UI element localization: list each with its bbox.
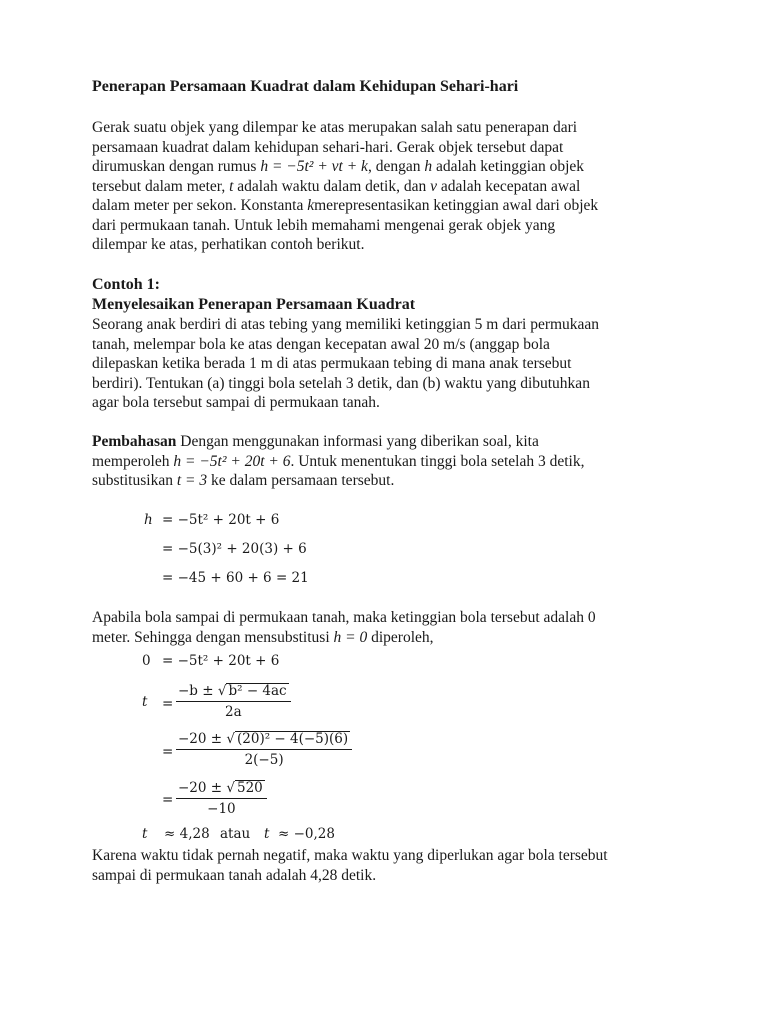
example-title: Menyelesaikan Penerapan Persamaan Kuadrat	[92, 296, 416, 313]
result-t2: t	[264, 826, 270, 842]
ground-line: Apabila bola sampai di permukaan tanah, maka ketinggian bola tersebut adalah 0	[92, 609, 596, 626]
conclusion-paragraph	[92, 846, 608, 885]
formula-substituted: −20 ± √ (20)² − 4(−5)(6) 2(−5)	[176, 731, 352, 768]
intro-line: Gerak suatu objek yang dilempar ke atas merupakan salah satu penerapan dari	[92, 119, 578, 136]
equals-sign: =	[162, 792, 174, 808]
intro-line: dilempar ke atas, perhatikan contoh berikut.	[92, 236, 365, 253]
formula-simplified: −20 ± √ 520 −10	[176, 780, 267, 817]
problem-line: tanah, melempar bola ke atas dengan kecepatan awal 20 m/s (anggap bola	[92, 335, 550, 353]
result-or: atau	[220, 826, 251, 842]
calc2-lhs-t: t	[142, 694, 148, 710]
conclusion-line: Karena waktu tidak pernah negatif, maka waktu yang diperlukan agar bola tersebut	[92, 847, 608, 864]
result-t1: t	[142, 826, 148, 842]
solution-line: memperoleh h = −5t² + 20t + 6. Untuk menentukan tinggi bola setelah 3 detik,	[92, 452, 585, 470]
ground-line: meter. Sehingga dengan mensubstitusi h = 0 diperoleh,	[92, 628, 434, 646]
calc-step-2: = −5(3)² + 20(3) + 6	[162, 541, 307, 557]
problem-line: Seorang anak berdiri di atas tebing yang memiliki ketinggian 5 m dari permukaan	[92, 316, 600, 333]
quadratic-formula: −b ± √ b² − 4ac 2a	[176, 683, 291, 720]
problem-line: dilepaskan ketika berada 1 m di atas permukaan tebing di mana anak tersebut	[92, 355, 572, 372]
conclusion-line: sampai di permukaan tanah adalah 4,28 detik.	[92, 866, 377, 884]
calc-lhs-h: h	[144, 512, 153, 528]
calc-step-3: = −45 + 60 + 6 = 21	[162, 570, 309, 586]
formula-inline: h = −5t² + vt + k	[260, 158, 368, 175]
problem-line: berdiri). Tentukan (a) tinggi bola setelah 3 detik, dan (b) waktu yang dibutuhkan	[92, 374, 590, 392]
intro-line: dirumuskan dengan rumus h = −5t² + vt + k, dengan h adalah ketinggian objek	[92, 158, 585, 175]
intro-line: tersebut dalam meter, t adalah waktu dalam detik, dan v adalah kecepatan awal	[92, 177, 581, 195]
solution-line: Pembahasan Dengan menggunakan informasi yang diberikan soal, kita	[92, 433, 539, 450]
example-label: Contoh 1:	[92, 276, 161, 293]
result-value-1: ≈ 4,28	[164, 826, 210, 842]
calc2-lhs-zero: 0	[142, 653, 151, 669]
ground-paragraph	[92, 608, 596, 647]
intro-line: dari permukaan tanah. Untuk lebih memahami mengenai gerak objek yang	[92, 216, 556, 234]
intro-paragraph	[92, 118, 598, 255]
calc-step-1: = −5t² + 20t + 6	[162, 512, 280, 528]
solution-label: Pembahasan	[92, 433, 177, 450]
solution-paragraph	[92, 432, 584, 491]
solution-line: substitusikan t = 3 ke dalam persamaan tersebut.	[92, 472, 395, 489]
example-problem	[92, 315, 599, 413]
result-value-2: ≈ −0,28	[278, 826, 335, 842]
intro-line: dalam meter per sekon. Konstanta kmerepresentasikan ketinggian awal dari objek	[92, 197, 599, 214]
calc2-equation: = −5t² + 20t + 6	[162, 653, 280, 669]
equals-sign: =	[162, 696, 174, 712]
problem-line: agar bola tersebut sampai di permukaan tanah.	[92, 394, 380, 411]
intro-line: persamaan kuadrat dalam kehidupan sehari-hari. Gerak objek tersebut dapat	[92, 138, 564, 156]
example-heading	[92, 275, 415, 315]
page-title: Penerapan Persamaan Kuadrat dalam Kehidupan Sehari-hari	[92, 78, 519, 95]
equals-sign: =	[162, 744, 174, 760]
